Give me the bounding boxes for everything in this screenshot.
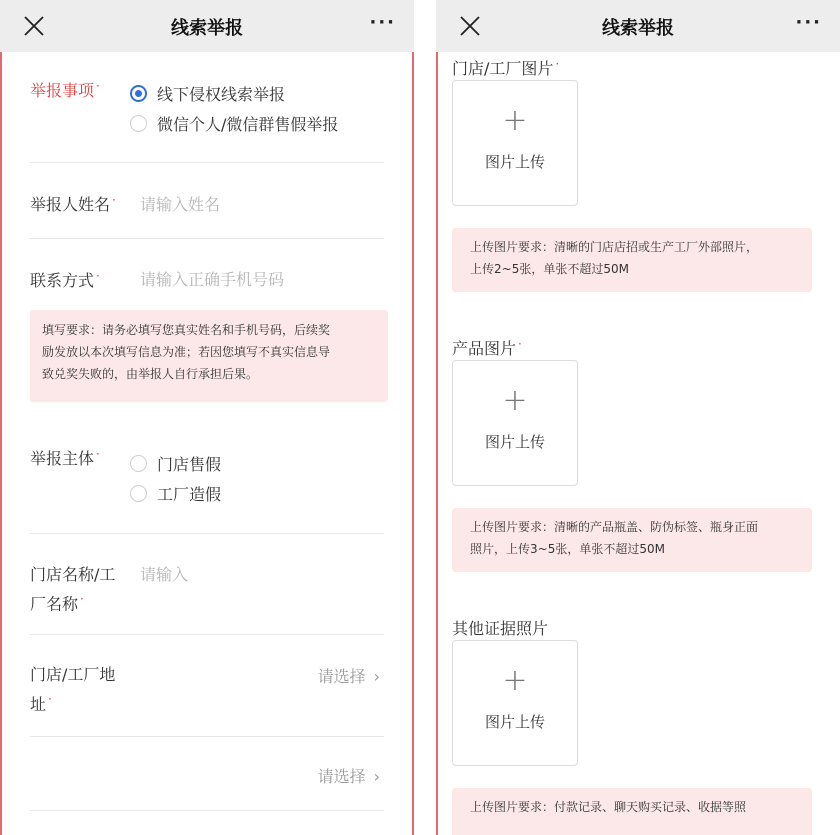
right-screen	[436, 0, 840, 835]
other-evidence-title: 其他证据照片	[452, 619, 549, 638]
address-select[interactable]: 请选择 ›	[317, 667, 380, 686]
upload-label: 图片上传	[484, 433, 545, 451]
radio-checked-icon	[130, 85, 147, 102]
product-photo-upload-button[interactable]	[452, 360, 578, 486]
upload-label: 图片上传	[484, 713, 545, 731]
other-evidence-requirement-notice: 上传图片要求：付款记录、聊天购买记录、收据等照	[452, 788, 812, 835]
plus-icon: +	[502, 383, 528, 418]
radio-factory-fake[interactable]: 工厂造假	[130, 482, 221, 505]
store-name-label: 门店名称/工 厂名称 ·	[30, 565, 116, 614]
divider	[30, 736, 384, 737]
chevron-right-icon: ›	[373, 767, 380, 786]
more-menu-icon[interactable]: ···	[795, 12, 822, 33]
nav-bar	[436, 0, 840, 52]
other-evidence-upload-button[interactable]	[452, 640, 578, 766]
store-name-input[interactable]: 请输入	[140, 565, 189, 584]
radio-unchecked-icon	[130, 485, 147, 502]
divider	[30, 634, 384, 635]
divider	[30, 238, 384, 239]
form-content	[0, 52, 414, 835]
radio-unchecked-icon	[130, 455, 147, 472]
divider	[30, 810, 384, 811]
page-title: 线索举报	[171, 18, 243, 39]
contact-label: 联系方式 ·	[30, 268, 100, 290]
address-label: 门店/工厂地 址 ·	[30, 665, 116, 714]
left-screen	[0, 0, 414, 835]
divider	[30, 162, 384, 163]
radio-unchecked-icon	[130, 115, 147, 132]
plus-icon: +	[502, 103, 528, 138]
radio-wechat-report[interactable]: 微信个人/微信群售假举报	[130, 112, 338, 135]
product-photo-requirement-notice: 上传图片要求：清晰的产品瓶盖、防伪标签、瓶身正面 照片，上传3~5张，单张不超过50M	[452, 508, 812, 572]
upload-content	[436, 52, 840, 835]
chevron-right-icon: ›	[373, 667, 380, 686]
contact-phone-input[interactable]: 请输入正确手机号码	[140, 270, 285, 289]
more-menu-icon[interactable]: ···	[369, 12, 396, 33]
store-photo-title: 门店/工厂图片 ·	[452, 56, 560, 78]
report-type-label: 举报事项 ·	[30, 78, 100, 100]
store-photo-upload-button[interactable]	[452, 80, 578, 206]
divider	[30, 533, 384, 534]
fill-requirement-notice: 填写要求：请务必填写您真实姓名和手机号码，后续奖 励发放以本次填写信息为准；若因您填写不真实信息导 致兑奖失败的，由举报人自行承担后果。	[30, 310, 388, 402]
store-photo-requirement-notice: 上传图片要求：清晰的门店店招或生产工厂外部照片， 上传2~5张，单张不超过50M	[452, 228, 812, 292]
nav-bar	[0, 0, 414, 52]
radio-store-fake[interactable]: 门店售假	[130, 452, 221, 475]
radio-offline-report[interactable]: 线下侵权线索举报	[130, 82, 285, 105]
upload-label: 图片上传	[484, 153, 545, 171]
reporter-name-label: 举报人姓名 ·	[30, 192, 116, 214]
plus-icon: +	[502, 663, 528, 698]
subject-label: 举报主体 ·	[30, 446, 100, 468]
address-detail-select[interactable]: 请选择 ›	[317, 767, 380, 786]
product-photo-title: 产品图片 ·	[452, 336, 522, 358]
page-title: 线索举报	[602, 18, 674, 39]
reporter-name-input[interactable]: 请输入姓名	[140, 195, 221, 214]
